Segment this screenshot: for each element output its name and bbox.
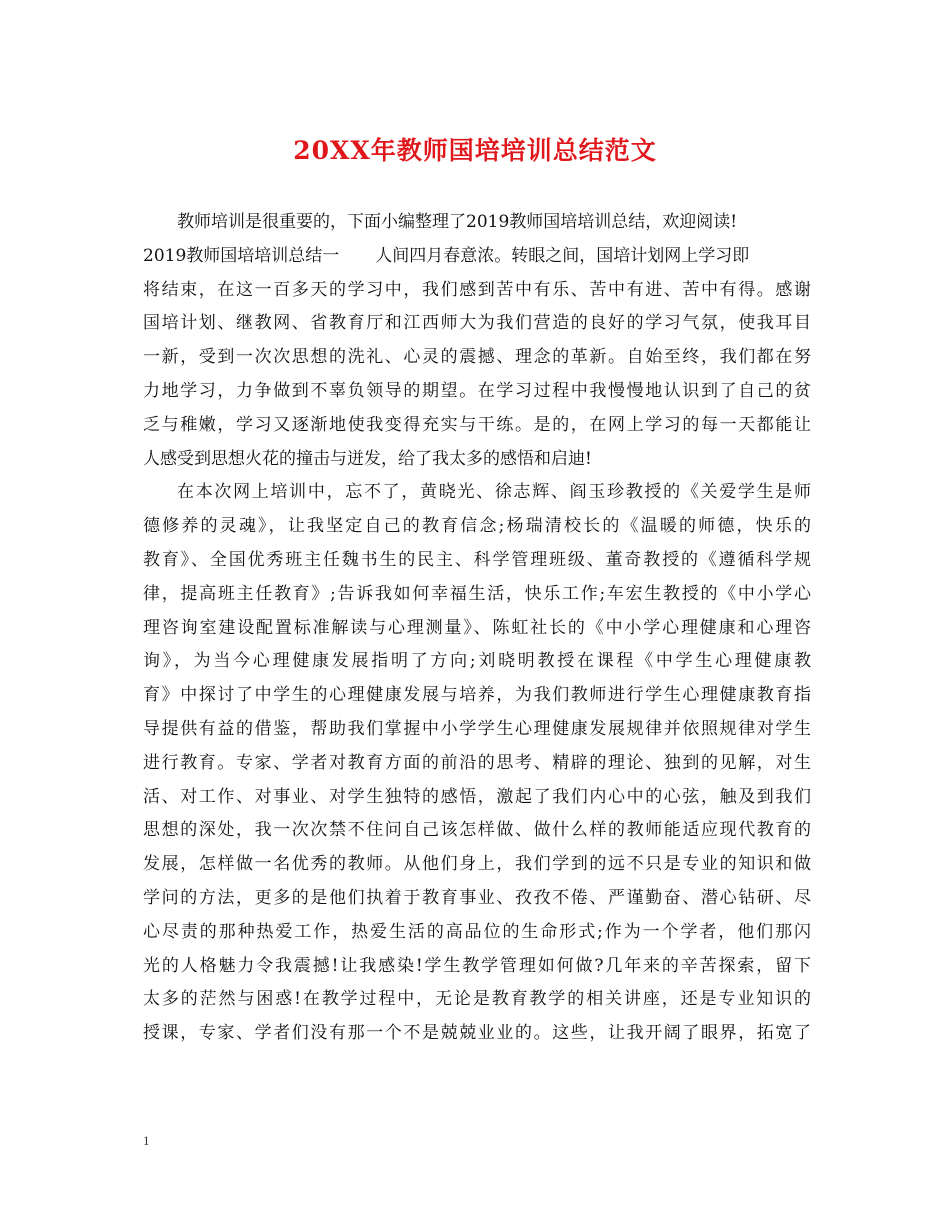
paragraph-line: 人感受到思想火花的撞击与迸发，给了我太多的感悟和启迪! bbox=[143, 448, 592, 469]
paragraph-line: 询》，为当今心理健康发展指明了方向;刘晓明教授在课程《中学生心理健康教 bbox=[143, 651, 811, 672]
paragraph-line: 心尽责的那种热爱工作，热爱生活的高品位的生命形式;作为一个学者，他们那闪 bbox=[143, 921, 811, 942]
paragraph-line: 德修养的灵魂》，让我坚定自己的教育信念;杨瑞清校长的《温暖的师德，快乐的 bbox=[143, 516, 811, 537]
paragraph-line: 活、对工作、对事业、对学生独特的感悟，激起了我们内心中的心弦，触及到我们 bbox=[143, 786, 811, 807]
paragraph-line: 进行教育。专家、学者对教育方面的前沿的思考、精辟的理论、独到的见解，对生 bbox=[143, 752, 811, 773]
paragraph-line: 在本次网上培训中，忘不了，黄晓光、徐志辉、阎玉珍教授的《关爱学生是师 bbox=[177, 482, 811, 503]
paragraph-line: 教师培训是很重要的，下面小编整理了2019教师国培培训总结，欢迎阅读! bbox=[177, 212, 738, 232]
paragraph-line: 律，提高班主任教育》;告诉我如何幸福生活，快乐工作;车宏生教授的《中小学心 bbox=[143, 583, 811, 604]
page-number: 1 bbox=[143, 1133, 150, 1148]
paragraph-line: 一新，受到一次次思想的洗礼、心灵的震撼、理念的革新。自始至终，我们都在努 bbox=[143, 347, 811, 368]
paragraph-line: 育》中探讨了中学生的心理健康发展与培养，为我们教师进行学生心理健康教育指 bbox=[143, 685, 811, 706]
paragraph-text: 人间四月春意浓。转眼之间，国培计划网上学习即 bbox=[375, 245, 750, 266]
document-body bbox=[143, 206, 811, 1051]
document-title: 20XX年教师国培培训总结范文 bbox=[293, 136, 657, 165]
paragraph-line: 思想的深处，我一次次禁不住问自己该怎样做、做什么样的教师能适应现代教育的 bbox=[143, 820, 811, 841]
paragraph-line: 太多的茫然与困惑!在教学过程中，无论是教育教学的相关讲座，还是专业知识的 bbox=[143, 989, 811, 1010]
paragraph-line: 力地学习，力争做到不辜负领导的期望。在学习过程中我慢慢地认识到了自己的贫 bbox=[143, 380, 811, 401]
paragraph-line: 学问的方法，更多的是他们执着于教育事业、孜孜不倦、严谨勤奋、潜心钻研、尽 bbox=[143, 887, 811, 908]
paragraph-line: 将结束，在这一百多天的学习中，我们感到苦中有乐、苦中有进、苦中有得。感谢 bbox=[143, 279, 811, 300]
paragraph-line: 国培计划、继教网、省教育厅和江西师大为我们营造的良好的学习气氛，使我耳目 bbox=[143, 313, 811, 334]
paragraph-line: 导提供有益的借鉴，帮助我们掌握中小学学生心理健康发展规律并依照规律对学生 bbox=[143, 718, 811, 739]
paragraph-line bbox=[143, 240, 811, 274]
paragraph-line: 教育》、全国优秀班主任魏书生的民主、科学管理班级、董奇教授的《遵循科学规 bbox=[143, 549, 811, 570]
paragraph-line: 发展，怎样做一名优秀的教师。从他们身上，我们学到的远不只是专业的知识和做 bbox=[143, 854, 811, 875]
paragraph-line: 授课，专家、学者们没有那一个不是兢兢业业的。这些，让我开阔了眼界，拓宽了 bbox=[143, 1023, 811, 1044]
paragraph-line: 理咨询室建设配置标准解读与心理测量》、陈虹社长的《中小学心理健康和心理咨 bbox=[143, 617, 811, 638]
paragraph-line: 乏与稚嫩，学习又逐渐地使我变得充实与干练。是的，在网上学习的每一天都能让 bbox=[143, 414, 811, 435]
paragraph-line: 光的人格魅力令我震撼!让我感染!学生教学管理如何做?几年来的辛苦探索，留下 bbox=[143, 955, 811, 976]
section-heading: 2019教师国培培训总结一 bbox=[143, 245, 340, 266]
